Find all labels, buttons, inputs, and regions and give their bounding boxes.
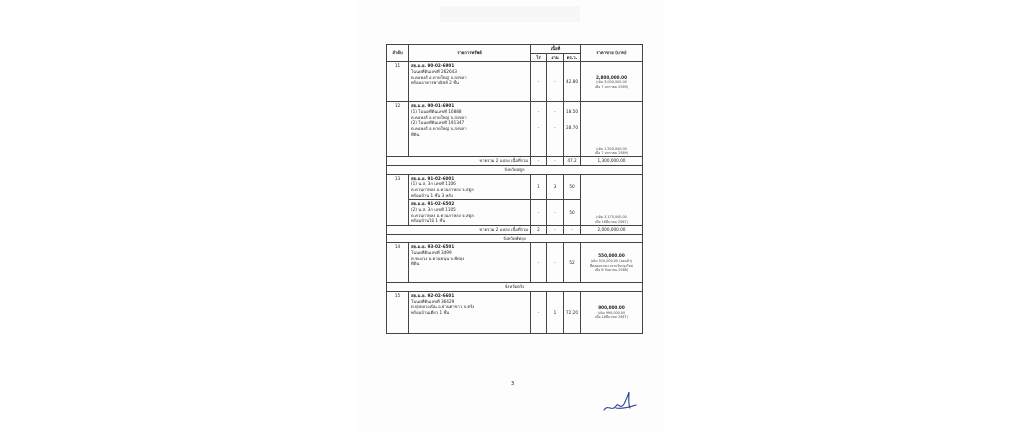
section-row (387, 283, 643, 292)
section-row (387, 166, 643, 175)
row-no: 12 (387, 102, 409, 157)
asset-line: ต.ชะมวง อ.ควนขนุน จ.พัทลุง (411, 255, 465, 261)
table-row (387, 62, 643, 102)
summary-rai: 2 (531, 226, 547, 235)
table-row (387, 102, 643, 157)
summary-wa: 47.2 (564, 157, 581, 166)
price-note: (เดิม 3,000,000.00 (596, 80, 627, 85)
row-description (409, 102, 531, 157)
area-rai: 1 (531, 174, 547, 200)
asset-code: สย.ม.ย. 90-01-6901 (411, 103, 455, 109)
asset-line: พร้อมอาคารพาณิชย์ 2 ชั้น (411, 80, 459, 86)
row-description (409, 62, 531, 102)
table-row (387, 243, 643, 283)
summary-label: ขายรวม 2 แปลง เนื้อที่รวม (387, 157, 531, 166)
area-rai: - (531, 243, 547, 283)
area-wa: 72.20 (564, 292, 581, 334)
asset-line: ต.ทุ่งหลวงเนิน อ.ย่านตาขาว จ.ตรัง (411, 304, 475, 310)
area-ngan: - (547, 62, 564, 102)
area-rai-2: - (537, 125, 540, 131)
summary-ngan: - (547, 157, 564, 166)
area-wa: 50 (564, 174, 581, 200)
summary-label: ขายรวม 2 แปลง เนื้อที่รวม (387, 226, 531, 235)
asset-table-container (386, 44, 642, 334)
col-price-header: ราคาขาย (บาท) (581, 45, 643, 62)
price-note: เมื่อ 8 กันยายน 2568) (594, 267, 629, 272)
area-rai (531, 102, 547, 157)
area-ngan-2: - (554, 125, 556, 131)
col-no-header: ลำดับ (387, 45, 409, 62)
price-note: เมื่อ 7 มกราคม 2569) (594, 150, 629, 155)
area-rai-1: - (537, 109, 540, 115)
page-number: 3 (511, 381, 515, 387)
area-ngan: - (547, 200, 564, 226)
area-ngan (547, 102, 564, 157)
row-no: 15 (387, 292, 409, 334)
price-note: (เดิม 990,000.00 (597, 310, 626, 315)
asset-line: พร้อมบ้าน 1 ชั้น 3 หลัง (411, 192, 453, 198)
asset-line: พร้อมบ้านเดี่ยว 1 ชั้น (411, 310, 450, 316)
asset-line: โฉนดที่ดินเลขที่ 262643 (411, 69, 457, 75)
summary-rai: - (531, 157, 547, 166)
asset-line: ที่ดิน (411, 131, 420, 137)
asset-line: (1) โฉนดที่ดินเลขที่ 10888 (411, 109, 462, 115)
asset-line: ที่ดิน (411, 261, 420, 267)
asset-line: ต.คอหงส์ อ.หาดใหญ่ จ.สงขลา (411, 114, 467, 120)
price-note: เมื่อ 7 มกราคม 2569) (594, 84, 629, 89)
price-cell (581, 292, 643, 334)
price-cell (581, 102, 643, 157)
area-wa-1: 18.50 (566, 109, 578, 115)
asset-code: สย.ม.ย. 93-02-6501 (411, 244, 455, 250)
asset-line: (1) น.ส. 3ก เลขที่ 1106 (411, 181, 456, 187)
section-title: จังหวัดสตูล (387, 166, 643, 175)
row-description (409, 200, 531, 226)
col-area-header: เนื้อที่ (531, 45, 581, 54)
price-cell (581, 174, 643, 225)
price-value: 550,000.00 (598, 253, 625, 259)
area-wa: 50 (564, 200, 581, 226)
asset-line: พร้อมบ้านไม้ 1 ชั้น (411, 218, 446, 224)
area-wa-2: 28.70 (566, 125, 578, 131)
section-title: จังหวัดพัทลุง (387, 234, 643, 243)
price-note: (เดิม 510,000.00 (ลดแล้ว) (590, 259, 633, 264)
area-rai: - (531, 62, 547, 102)
header-row (387, 45, 643, 54)
area-ngan: 3 (547, 174, 564, 200)
section-row (387, 234, 643, 243)
summary-row (387, 226, 643, 235)
area-rai: - (531, 200, 547, 226)
area-wa: 52 (564, 243, 581, 283)
col-ngan-header: งาน (547, 53, 564, 62)
area-ngan: 1 (547, 292, 564, 334)
area-ngan: - (547, 243, 564, 283)
row-no: 11 (387, 62, 409, 102)
asset-line: ต.คอหงส์ อ.หาดใหญ่ จ.สงขลา (411, 74, 467, 80)
asset-line: (2) น.ส. 3ก เลขที่ 1105 (411, 207, 456, 213)
row-description (409, 243, 531, 283)
area-wa (564, 102, 581, 157)
col-rai-header: ไร่ (531, 53, 547, 62)
price-note: (เดิม 1,500,000.00 (596, 146, 627, 151)
row-description (409, 292, 531, 334)
summary-ngan: - (547, 226, 564, 235)
summary-price: 1,300,000.00 (581, 157, 643, 166)
asset-table (386, 44, 643, 334)
table-row (387, 292, 643, 334)
row-no: 13 (387, 174, 409, 225)
area-ngan-1: - (554, 109, 556, 115)
price-note: (เดิม 3,175,000.00 (596, 215, 627, 220)
asset-line: ต.ควนกาหลง อ.ควนกาหลง จ.สตูล (411, 212, 474, 218)
faded-header-ghost (440, 6, 580, 22)
price-note: เมื่อ 16มีนาคม 2567) (595, 219, 628, 224)
col-wa-header: ตร.ว. (564, 53, 581, 62)
asset-code: สย.ม.ย. 90-02-6901 (411, 63, 455, 69)
price-cell (581, 62, 643, 102)
asset-code: สย.ม.ย. 91-02-6001 (411, 175, 455, 181)
summary-row (387, 157, 643, 166)
price-note: ที่ตลอดระยะเวลาปรับปรุงใหม่ (589, 263, 634, 268)
price-value: 900,000.00 (598, 305, 625, 311)
price-note: เมื่อ 16มีนาคม 2567) (595, 315, 628, 320)
area-wa: 42.80 (564, 62, 581, 102)
section-title: จังหวัดตรัง (387, 283, 643, 292)
summary-wa: - (564, 226, 581, 235)
asset-line: ต.คอหงส์ อ.หาดใหญ่ จ.สงขลา (411, 126, 467, 132)
asset-line: โฉนดที่ดินเลขที่ 36429 (411, 298, 455, 304)
row-no: 14 (387, 243, 409, 283)
price-cell (581, 243, 643, 283)
asset-line: โฉนดที่ดินเลขที่ 3499 (411, 250, 452, 256)
area-rai: - (531, 292, 547, 334)
asset-line: (2) โฉนดที่ดินเลขที่ 191347 (411, 120, 465, 126)
asset-code: สย.ม.ย. 91-02-6502 (411, 201, 455, 207)
table-row (387, 174, 643, 200)
asset-line: ต.ควนกาหลง อ.ควนกาหลง จ.สตูล (411, 187, 474, 193)
price-value: 2,800,000.00 (596, 74, 627, 80)
row-description (409, 174, 531, 200)
summary-price: 2,000,000.00 (581, 226, 643, 235)
asset-code: สย.ม.ย. 92-02-6601 (411, 293, 455, 299)
col-item-header: รายการทรัพย์ (409, 45, 531, 62)
signature-icon (602, 390, 638, 414)
